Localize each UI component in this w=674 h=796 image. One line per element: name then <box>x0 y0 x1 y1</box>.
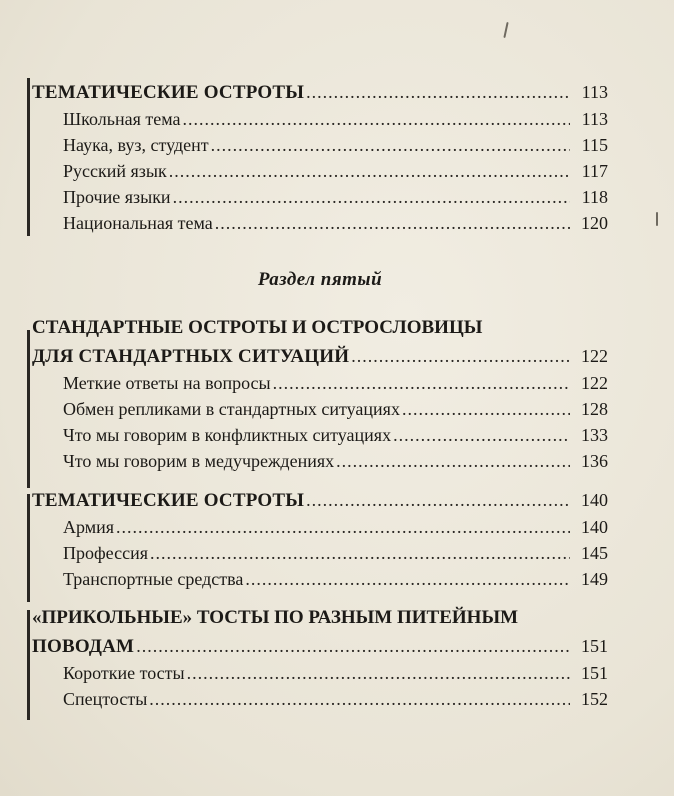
leader-dots <box>173 184 570 210</box>
entry-title: Спецтосты <box>63 689 148 709</box>
leader-dots <box>273 370 570 396</box>
page-number: 140 <box>581 490 608 510</box>
page-number: 140 <box>581 517 608 537</box>
entry-title: Русский язык <box>63 161 167 181</box>
block-bracket <box>27 494 30 602</box>
toc-entry[interactable] <box>32 210 608 236</box>
toc-chapter[interactable] <box>32 632 608 660</box>
toc-entry[interactable] <box>32 370 608 396</box>
entry-title: Национальная тема <box>63 213 213 233</box>
toc-entry[interactable] <box>32 566 608 592</box>
leader-dots <box>306 78 570 106</box>
block-bracket <box>27 78 30 236</box>
pencil-mark-top <box>503 22 508 38</box>
entry-title: Школьная тема <box>63 109 181 129</box>
page-number: 128 <box>581 399 608 419</box>
page-number: 152 <box>581 689 608 709</box>
entry-title: Профессия <box>63 543 148 563</box>
toc-entry[interactable] <box>32 660 608 686</box>
page-number: 118 <box>581 187 608 207</box>
table-of-contents <box>32 78 608 712</box>
toc-chapter[interactable] <box>32 78 608 106</box>
chapter-title-line2: ДЛЯ СТАНДАРТНЫХ СИТУАЦИЙ <box>32 346 350 367</box>
toc-entry[interactable] <box>32 448 608 474</box>
section-label: Раздел пятый <box>257 269 383 290</box>
leader-dots <box>169 158 570 184</box>
block-bracket <box>27 610 30 720</box>
pencil-mark-right <box>656 212 658 226</box>
toc-entry[interactable] <box>32 540 608 566</box>
page-number: 117 <box>581 161 608 181</box>
toc-entry[interactable] <box>32 184 608 210</box>
entry-title: Меткие ответы на вопросы <box>63 373 271 393</box>
chapter-title-line1[interactable]: СТАНДАРТНЫЕ ОСТРОТЫ И ОСТРОСЛОВИЦЫ <box>32 317 483 338</box>
spacer <box>32 474 608 486</box>
leader-dots <box>150 540 570 566</box>
chapter-title: ТЕМАТИЧЕСКИЕ ОСТРОТЫ <box>32 490 305 511</box>
page-number: 120 <box>581 213 608 233</box>
page-number: 149 <box>581 569 608 589</box>
leader-dots <box>182 106 570 132</box>
page-number: 151 <box>581 663 608 683</box>
entry-title: Транспортные средства <box>63 569 244 589</box>
leader-dots <box>402 396 570 422</box>
leader-dots <box>336 448 570 474</box>
leader-dots <box>136 632 570 660</box>
entry-title: Прочие языки <box>63 187 171 207</box>
leader-dots <box>149 686 570 712</box>
leader-dots <box>306 486 570 514</box>
toc-chapter[interactable] <box>32 486 608 514</box>
leader-dots <box>187 660 570 686</box>
page-number: 151 <box>581 636 608 656</box>
toc-entry[interactable] <box>32 514 608 540</box>
toc-entry[interactable] <box>32 106 608 132</box>
toc-entry[interactable] <box>32 422 608 448</box>
chapter-title-line2: ПОВОДАМ <box>32 636 135 657</box>
entry-title: Наука, вуз, студент <box>63 135 209 155</box>
page-number: 113 <box>581 82 608 102</box>
leader-dots <box>116 514 570 540</box>
page-number: 133 <box>581 425 608 445</box>
page-number: 136 <box>581 451 608 471</box>
leader-dots <box>211 132 570 158</box>
toc-entry[interactable] <box>32 132 608 158</box>
page-number: 145 <box>581 543 608 563</box>
toc-chapter[interactable] <box>32 342 608 370</box>
entry-title: Что мы говорим в медучреждениях <box>63 451 335 471</box>
leader-dots <box>215 210 570 236</box>
page-number: 115 <box>581 135 608 155</box>
entry-title: Армия <box>63 517 115 537</box>
toc-entry[interactable] <box>32 396 608 422</box>
leader-dots <box>351 342 570 370</box>
chapter-title-line1[interactable]: «ПРИКОЛЬНЫЕ» ТОСТЫ ПО РАЗНЫМ ПИТЕЙНЫМ <box>32 607 519 628</box>
leader-dots <box>245 566 570 592</box>
page-number: 122 <box>581 346 608 366</box>
entry-title: Короткие тосты <box>63 663 185 683</box>
toc-entry[interactable] <box>32 158 608 184</box>
entry-title: Что мы говорим в конфликтных ситуациях <box>63 425 392 445</box>
entry-title: Обмен репликами в стандартных ситуациях <box>63 399 400 419</box>
block-bracket <box>27 330 30 488</box>
page-number: 113 <box>581 109 608 129</box>
leader-dots <box>393 422 570 448</box>
page-number: 122 <box>581 373 608 393</box>
toc-entry[interactable] <box>32 686 608 712</box>
chapter-title: ТЕМАТИЧЕСКИЕ ОСТРОТЫ <box>32 82 305 103</box>
spacer <box>32 592 608 604</box>
